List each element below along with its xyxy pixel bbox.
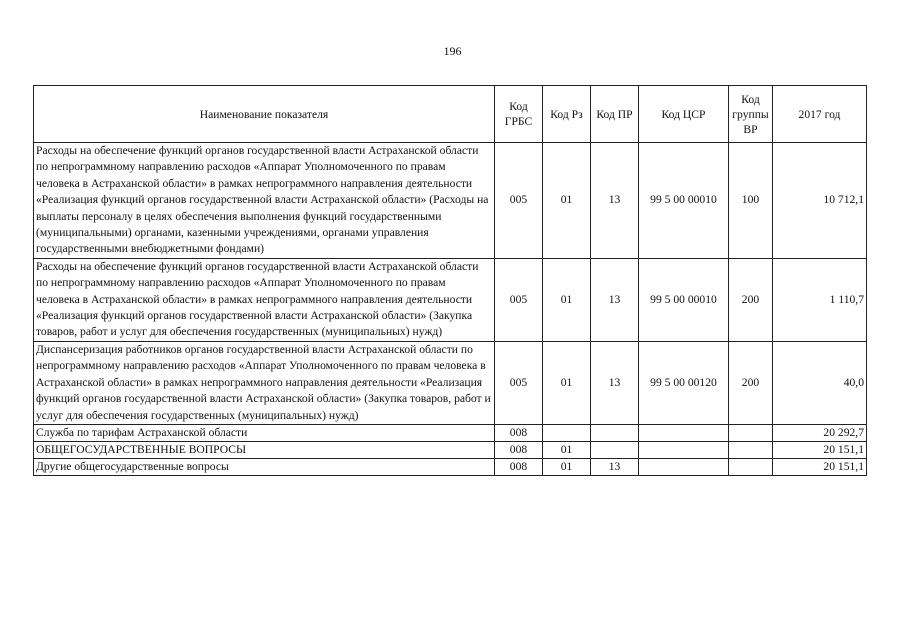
header-pr: Код ПР bbox=[591, 86, 639, 143]
cell-vr: 200 bbox=[729, 258, 773, 341]
cell-grbs: 005 bbox=[495, 341, 543, 424]
header-row bbox=[34, 86, 867, 143]
cell-rz bbox=[543, 424, 591, 441]
cell-rz: 01 bbox=[543, 341, 591, 424]
cell-rz: 01 bbox=[543, 441, 591, 458]
header-vr: Код группы ВР bbox=[729, 86, 773, 143]
table-row bbox=[34, 441, 867, 458]
header-name: Наименование показателя bbox=[34, 86, 495, 143]
cell-csr: 99 5 00 00010 bbox=[639, 143, 729, 259]
cell-pr bbox=[591, 441, 639, 458]
cell-grbs: 008 bbox=[495, 424, 543, 441]
cell-csr: 99 5 00 00120 bbox=[639, 341, 729, 424]
cell-pr: 13 bbox=[591, 258, 639, 341]
table-row bbox=[34, 458, 867, 475]
cell-grbs: 005 bbox=[495, 143, 543, 259]
cell-amount: 20 292,7 bbox=[773, 424, 867, 441]
header-year: 2017 год bbox=[773, 86, 867, 143]
cell-pr: 13 bbox=[591, 458, 639, 475]
cell-vr: 100 bbox=[729, 143, 773, 259]
cell-name: Диспансеризация работников органов государственной власти Астраханской области по непрограммному направлению расходов «Аппарат Уполномоченного по правам человека в Астраханской области» в рамках непрограммного направления деятельности «Реализация функций органов государственной власти Астраханской области» (Закупка товаров, работ и услуг для обеспечения государственных (муниципальных) нужд) bbox=[34, 341, 495, 424]
cell-amount: 1 110,7 bbox=[773, 258, 867, 341]
cell-vr bbox=[729, 424, 773, 441]
page-number: 196 bbox=[443, 44, 462, 58]
table-row bbox=[34, 143, 867, 259]
table-row bbox=[34, 258, 867, 341]
cell-rz: 01 bbox=[543, 258, 591, 341]
header-csr: Код ЦСР bbox=[639, 86, 729, 143]
header-grbs: Код ГРБС bbox=[495, 86, 543, 143]
cell-vr: 200 bbox=[729, 341, 773, 424]
cell-pr bbox=[591, 424, 639, 441]
cell-name: Расходы на обеспечение функций органов государственной власти Астраханской области по непрограммному направлению расходов «Аппарат Уполномоченного по правам человека в Астраханской области» в рамках непрограммного направления деятельности «Реализация функций органов государственной власти Астраханской области» (Расходы на выплаты персоналу в целях обеспечения выполнения функций государственными (муниципальными) органами, казенными учреждениями, органами управления государственными внебюджетными фондами) bbox=[34, 143, 495, 259]
cell-pr: 13 bbox=[591, 143, 639, 259]
budget-table bbox=[33, 85, 867, 476]
cell-grbs: 005 bbox=[495, 258, 543, 341]
cell-vr bbox=[729, 441, 773, 458]
cell-csr bbox=[639, 424, 729, 441]
header-rz: Код Рз bbox=[543, 86, 591, 143]
cell-grbs: 008 bbox=[495, 458, 543, 475]
cell-name: ОБЩЕГОСУДАРСТВЕННЫЕ ВОПРОСЫ bbox=[34, 441, 495, 458]
table-row bbox=[34, 341, 867, 424]
cell-amount: 20 151,1 bbox=[773, 458, 867, 475]
table-row bbox=[34, 424, 867, 441]
cell-name: Служба по тарифам Астраханской области bbox=[34, 424, 495, 441]
cell-amount: 10 712,1 bbox=[773, 143, 867, 259]
cell-pr: 13 bbox=[591, 341, 639, 424]
cell-vr bbox=[729, 458, 773, 475]
cell-csr bbox=[639, 458, 729, 475]
cell-grbs: 008 bbox=[495, 441, 543, 458]
cell-csr: 99 5 00 00010 bbox=[639, 258, 729, 341]
cell-name: Расходы на обеспечение функций органов государственной власти Астраханской области по непрограммному направлению расходов «Аппарат Уполномоченного по правам человека в Астраханской области» в рамках непрограммного направления деятельности «Реализация функций органов государственной власти Астраханской области» (Закупка товаров, работ и услуг для обеспечения государственных (муниципальных) нужд) bbox=[34, 258, 495, 341]
cell-csr bbox=[639, 441, 729, 458]
cell-amount: 40,0 bbox=[773, 341, 867, 424]
cell-name: Другие общегосударственные вопросы bbox=[34, 458, 495, 475]
cell-rz: 01 bbox=[543, 458, 591, 475]
cell-amount: 20 151,1 bbox=[773, 441, 867, 458]
cell-rz: 01 bbox=[543, 143, 591, 259]
